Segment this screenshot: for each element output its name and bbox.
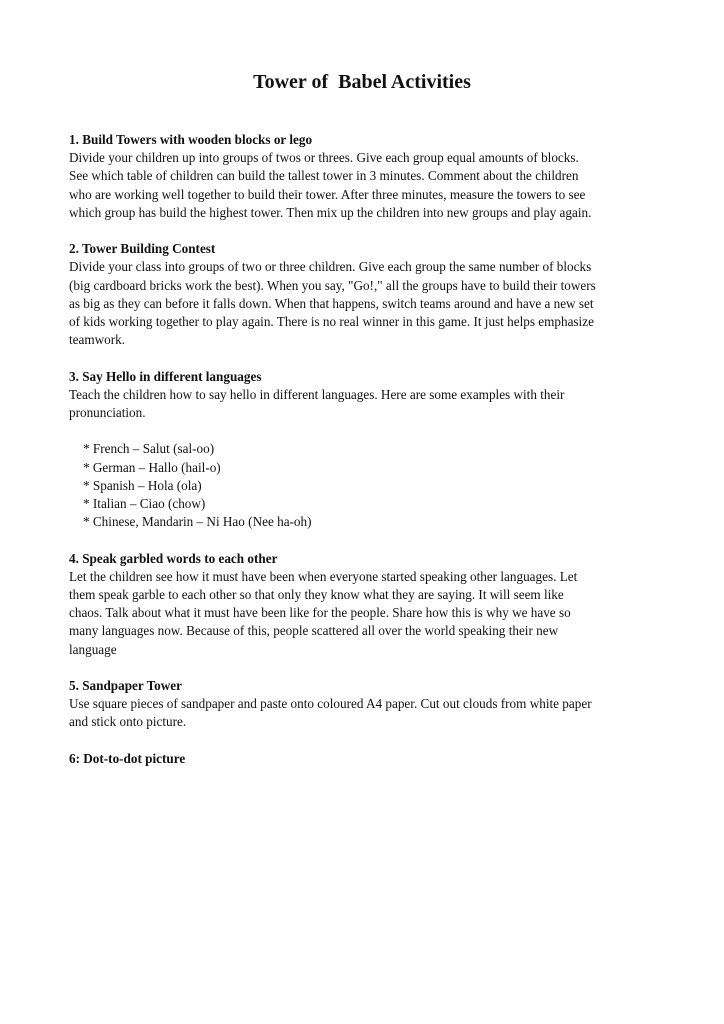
section-garbled-words bbox=[69, 550, 659, 659]
body-line: chaos. Talk about what it must have been like for the people. Share how this is why we have so bbox=[69, 605, 571, 621]
body-line: and stick onto picture. bbox=[69, 714, 187, 730]
list-item: * Chinese, Mandarin – Ni Hao (Nee ha-oh) bbox=[83, 514, 312, 530]
body-line: of kids working together to play again. There is no real winner in this game. It just helps emphasize bbox=[69, 314, 594, 330]
section-heading: 1. Build Towers with wooden blocks or lego bbox=[69, 132, 313, 147]
body-line: Divide your class into groups of two or three children. Give each group the same number of blocks bbox=[69, 259, 592, 275]
section-say-hello bbox=[69, 368, 659, 532]
list-item: * German – Hallo (hail-o) bbox=[83, 459, 221, 475]
section-heading: 5. Sandpaper Tower bbox=[69, 678, 182, 694]
body-line: teamwork. bbox=[69, 332, 126, 348]
body-line: Divide your children up into groups of twos or threes. Give each group equal amounts of blocks. bbox=[69, 150, 579, 166]
list-item: * Spanish – Hola (ola) bbox=[83, 477, 202, 493]
list-item: * Italian – Ciao (chow) bbox=[83, 496, 206, 512]
body-line: pronunciation. bbox=[69, 405, 146, 421]
section-heading: 6: Dot-to-dot picture bbox=[69, 750, 186, 766]
body-line: many languages now. Because of this, people scattered all over the world speaking their new bbox=[69, 623, 559, 639]
section-tower-building-contest bbox=[69, 240, 659, 349]
section-heading: 4. Speak garbled words to each other bbox=[69, 550, 278, 566]
section-build-towers bbox=[69, 131, 659, 222]
body-line: who are working well together to build their tower. After three minutes, measure the towers to see bbox=[69, 186, 586, 202]
body-line: Let the children see how it must have been when everyone started speaking other languages. Let bbox=[69, 568, 578, 584]
body-line: See which table of children can build the tallest tower in 3 minutes. Comment about the children bbox=[69, 168, 579, 184]
section-sandpaper-tower bbox=[69, 677, 659, 732]
body-line: (big cardboard bricks work the best). When you say, "Go!," all the groups have to build their towers bbox=[69, 277, 596, 293]
body-line: Teach the children how to say hello in different languages. Here are some examples with their bbox=[69, 386, 565, 402]
section-heading: 2. Tower Building Contest bbox=[69, 241, 216, 257]
body-line: Use square pieces of sandpaper and paste onto coloured A4 paper. Cut out clouds from white paper bbox=[69, 696, 592, 712]
hello-examples-list bbox=[69, 440, 659, 531]
body-line: language bbox=[69, 641, 117, 657]
document-content bbox=[69, 131, 659, 786]
body-line: them speak garble to each other so that only they know what they are saying. It will seem like bbox=[69, 587, 564, 603]
section-dot-to-dot bbox=[69, 750, 659, 768]
page-title: Tower of Babel Activities bbox=[253, 71, 471, 93]
body-line: as big as they can before it falls down. When that happens, switch teams around and have a new set bbox=[69, 295, 594, 311]
section-heading: 3. Say Hello in different languages bbox=[69, 368, 262, 384]
list-item: * French – Salut (sal-oo) bbox=[83, 441, 215, 457]
body-line: which group has build the highest tower. Then mix up the children into new groups and play again. bbox=[69, 204, 592, 220]
